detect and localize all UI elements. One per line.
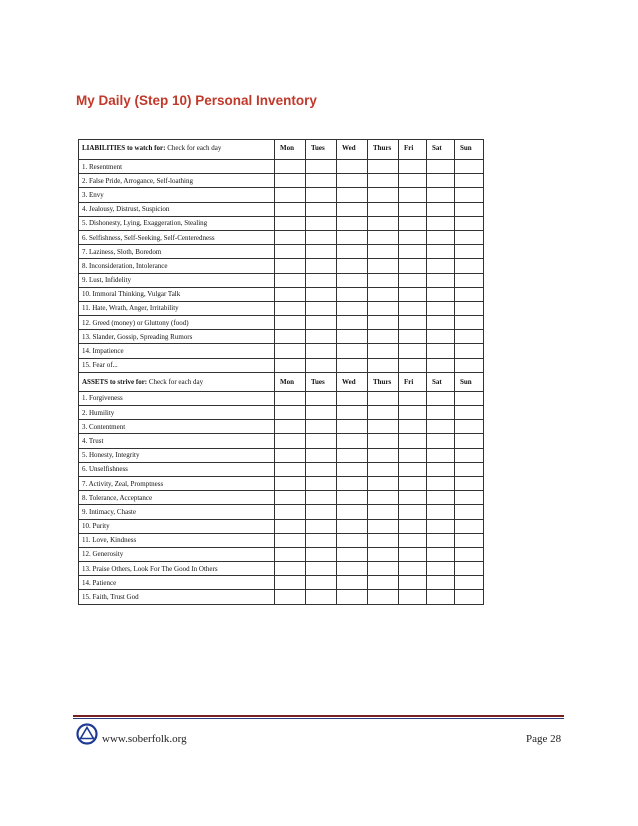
- check-cell-thurs[interactable]: [368, 301, 399, 315]
- day-header-fri: Fri: [399, 372, 427, 391]
- check-cell-sat[interactable]: [427, 174, 455, 188]
- check-cell-sat[interactable]: [427, 391, 455, 405]
- check-cell-fri[interactable]: [399, 160, 427, 174]
- check-cell-thurs[interactable]: [368, 491, 399, 505]
- check-cell-mon[interactable]: [275, 216, 306, 230]
- check-cell-fri[interactable]: [399, 301, 427, 315]
- check-cell-fri[interactable]: [399, 576, 427, 590]
- liabilities-header-row: [79, 140, 484, 160]
- check-cell-mon[interactable]: [275, 576, 306, 590]
- check-cell-mon[interactable]: [275, 202, 306, 216]
- check-cell-thurs[interactable]: [368, 174, 399, 188]
- check-cell-thurs[interactable]: [368, 245, 399, 259]
- asset-label: 3. Contentment: [79, 420, 275, 434]
- asset-label: 5. Honesty, Integrity: [79, 448, 275, 462]
- check-cell-sat[interactable]: [427, 505, 455, 519]
- day-header-thurs: Thurs: [368, 372, 399, 391]
- table-row: [79, 344, 484, 358]
- check-cell-mon[interactable]: [275, 448, 306, 462]
- check-cell-fri[interactable]: [399, 434, 427, 448]
- check-cell-fri[interactable]: [399, 174, 427, 188]
- check-cell-sat[interactable]: [427, 576, 455, 590]
- check-cell-mon[interactable]: [275, 330, 306, 344]
- check-cell-wed[interactable]: [337, 462, 368, 476]
- check-cell-tues[interactable]: [306, 287, 337, 301]
- check-cell-sun[interactable]: [455, 273, 484, 287]
- asset-label: 7. Activity, Zeal, Promptness: [79, 476, 275, 490]
- table-row: [79, 216, 484, 230]
- day-header-mon: Mon: [275, 140, 306, 160]
- check-cell-thurs[interactable]: [368, 287, 399, 301]
- check-cell-wed[interactable]: [337, 245, 368, 259]
- check-cell-thurs[interactable]: [368, 188, 399, 202]
- table-row: [79, 462, 484, 476]
- check-cell-sat[interactable]: [427, 287, 455, 301]
- check-cell-mon[interactable]: [275, 358, 306, 372]
- liabilities-header-note: Check for each day: [165, 144, 222, 152]
- check-cell-tues[interactable]: [306, 202, 337, 216]
- check-cell-thurs[interactable]: [368, 448, 399, 462]
- check-cell-tues[interactable]: [306, 547, 337, 561]
- check-cell-wed[interactable]: [337, 259, 368, 273]
- check-cell-sat[interactable]: [427, 301, 455, 315]
- day-header-sat: Sat: [427, 372, 455, 391]
- check-cell-mon[interactable]: [275, 245, 306, 259]
- table-row: [79, 406, 484, 420]
- check-cell-thurs[interactable]: [368, 590, 399, 604]
- check-cell-tues[interactable]: [306, 476, 337, 490]
- liabilitie-label: 11. Hate, Wrath, Anger, Irritability: [79, 301, 275, 315]
- table-row: [79, 316, 484, 330]
- check-cell-mon[interactable]: [275, 344, 306, 358]
- check-cell-fri[interactable]: [399, 533, 427, 547]
- check-cell-sun[interactable]: [455, 519, 484, 533]
- assets-header-row: [79, 372, 484, 391]
- check-cell-thurs[interactable]: [368, 330, 399, 344]
- check-cell-fri[interactable]: [399, 316, 427, 330]
- liabilitie-label: 14. Impatience: [79, 344, 275, 358]
- check-cell-tues[interactable]: [306, 576, 337, 590]
- check-cell-tues[interactable]: [306, 448, 337, 462]
- check-cell-sat[interactable]: [427, 230, 455, 244]
- check-cell-tues[interactable]: [306, 519, 337, 533]
- check-cell-fri[interactable]: [399, 505, 427, 519]
- check-cell-sat[interactable]: [427, 519, 455, 533]
- check-cell-sat[interactable]: [427, 202, 455, 216]
- check-cell-thurs[interactable]: [368, 519, 399, 533]
- table-row: [79, 491, 484, 505]
- check-cell-tues[interactable]: [306, 344, 337, 358]
- check-cell-sun[interactable]: [455, 230, 484, 244]
- check-cell-sun[interactable]: [455, 301, 484, 315]
- table-row: [79, 576, 484, 590]
- check-cell-thurs[interactable]: [368, 316, 399, 330]
- check-cell-wed[interactable]: [337, 273, 368, 287]
- check-cell-tues[interactable]: [306, 259, 337, 273]
- table-row: [79, 259, 484, 273]
- check-cell-fri[interactable]: [399, 590, 427, 604]
- check-cell-sat[interactable]: [427, 330, 455, 344]
- footer-rule: [73, 715, 564, 717]
- check-cell-sat[interactable]: [427, 188, 455, 202]
- check-cell-tues[interactable]: [306, 330, 337, 344]
- check-cell-fri[interactable]: [399, 406, 427, 420]
- check-cell-sun[interactable]: [455, 344, 484, 358]
- check-cell-wed[interactable]: [337, 202, 368, 216]
- check-cell-mon[interactable]: [275, 533, 306, 547]
- check-cell-sun[interactable]: [455, 202, 484, 216]
- page-number: Page 28: [526, 733, 562, 745]
- check-cell-wed[interactable]: [337, 358, 368, 372]
- check-cell-sun[interactable]: [455, 406, 484, 420]
- check-cell-sat[interactable]: [427, 420, 455, 434]
- check-cell-wed[interactable]: [337, 590, 368, 604]
- check-cell-tues[interactable]: [306, 505, 337, 519]
- check-cell-mon[interactable]: [275, 434, 306, 448]
- liabilitie-label: 13. Slander, Gossip, Spreading Rumors: [79, 330, 275, 344]
- check-cell-fri[interactable]: [399, 287, 427, 301]
- check-cell-thurs[interactable]: [368, 202, 399, 216]
- check-cell-tues[interactable]: [306, 406, 337, 420]
- liabilitie-label: 3. Envy: [79, 188, 275, 202]
- check-cell-sun[interactable]: [455, 448, 484, 462]
- check-cell-fri[interactable]: [399, 491, 427, 505]
- check-cell-mon[interactable]: [275, 188, 306, 202]
- check-cell-fri[interactable]: [399, 562, 427, 576]
- check-cell-mon[interactable]: [275, 462, 306, 476]
- day-header-tues: Tues: [306, 140, 337, 160]
- check-cell-tues[interactable]: [306, 562, 337, 576]
- check-cell-sun[interactable]: [455, 533, 484, 547]
- check-cell-mon[interactable]: [275, 391, 306, 405]
- check-cell-sat[interactable]: [427, 491, 455, 505]
- check-cell-sun[interactable]: [455, 330, 484, 344]
- asset-label: 9. Intimacy, Chaste: [79, 505, 275, 519]
- check-cell-sun[interactable]: [455, 420, 484, 434]
- check-cell-sun[interactable]: [455, 462, 484, 476]
- check-cell-sat[interactable]: [427, 344, 455, 358]
- check-cell-wed[interactable]: [337, 562, 368, 576]
- footer-rule-blue: [73, 718, 564, 719]
- check-cell-wed[interactable]: [337, 160, 368, 174]
- table-row: [79, 476, 484, 490]
- check-cell-sat[interactable]: [427, 434, 455, 448]
- check-cell-fri[interactable]: [399, 273, 427, 287]
- check-cell-sat[interactable]: [427, 547, 455, 561]
- check-cell-mon[interactable]: [275, 259, 306, 273]
- check-cell-sat[interactable]: [427, 448, 455, 462]
- asset-label: 13. Praise Others, Look For The Good In Others: [79, 562, 275, 576]
- check-cell-sun[interactable]: [455, 491, 484, 505]
- check-cell-fri[interactable]: [399, 259, 427, 273]
- check-cell-mon[interactable]: [275, 491, 306, 505]
- check-cell-sat[interactable]: [427, 216, 455, 230]
- check-cell-sun[interactable]: [455, 287, 484, 301]
- check-cell-thurs[interactable]: [368, 344, 399, 358]
- check-cell-mon[interactable]: [275, 301, 306, 315]
- check-cell-mon[interactable]: [275, 316, 306, 330]
- check-cell-wed[interactable]: [337, 344, 368, 358]
- check-cell-sat[interactable]: [427, 358, 455, 372]
- table-row: [79, 420, 484, 434]
- check-cell-fri[interactable]: [399, 202, 427, 216]
- check-cell-sun[interactable]: [455, 358, 484, 372]
- check-cell-sun[interactable]: [455, 476, 484, 490]
- check-cell-thurs[interactable]: [368, 505, 399, 519]
- check-cell-wed[interactable]: [337, 519, 368, 533]
- check-cell-fri[interactable]: [399, 330, 427, 344]
- check-cell-sat[interactable]: [427, 476, 455, 490]
- check-cell-thurs[interactable]: [368, 391, 399, 405]
- check-cell-fri[interactable]: [399, 245, 427, 259]
- liabilitie-label: 12. Greed (money) or Gluttony (food): [79, 316, 275, 330]
- check-cell-fri[interactable]: [399, 420, 427, 434]
- check-cell-wed[interactable]: [337, 434, 368, 448]
- check-cell-thurs[interactable]: [368, 547, 399, 561]
- check-cell-sun[interactable]: [455, 160, 484, 174]
- check-cell-wed[interactable]: [337, 330, 368, 344]
- liabilitie-label: 5. Dishonesty, Lying, Exaggeration, Stealing: [79, 216, 275, 230]
- table-row: [79, 547, 484, 561]
- day-header-wed: Wed: [337, 372, 368, 391]
- day-header-mon: Mon: [275, 372, 306, 391]
- check-cell-thurs[interactable]: [368, 273, 399, 287]
- asset-label: 10. Purity: [79, 519, 275, 533]
- liabilitie-label: 10. Immoral Thinking, Vulgar Talk: [79, 287, 275, 301]
- check-cell-wed[interactable]: [337, 188, 368, 202]
- check-cell-wed[interactable]: [337, 174, 368, 188]
- check-cell-thurs[interactable]: [368, 576, 399, 590]
- check-cell-wed[interactable]: [337, 301, 368, 315]
- table-row: [79, 202, 484, 216]
- check-cell-tues[interactable]: [306, 434, 337, 448]
- check-cell-wed[interactable]: [337, 287, 368, 301]
- check-cell-thurs[interactable]: [368, 160, 399, 174]
- check-cell-thurs[interactable]: [368, 406, 399, 420]
- check-cell-wed[interactable]: [337, 476, 368, 490]
- check-cell-sat[interactable]: [427, 160, 455, 174]
- check-cell-mon[interactable]: [275, 505, 306, 519]
- check-cell-mon[interactable]: [275, 273, 306, 287]
- check-cell-sat[interactable]: [427, 406, 455, 420]
- table-row: [79, 188, 484, 202]
- check-cell-sat[interactable]: [427, 259, 455, 273]
- assets-header-cell: [79, 372, 275, 391]
- check-cell-sun[interactable]: [455, 259, 484, 273]
- check-cell-tues[interactable]: [306, 590, 337, 604]
- check-cell-thurs[interactable]: [368, 358, 399, 372]
- check-cell-sat[interactable]: [427, 273, 455, 287]
- check-cell-mon[interactable]: [275, 420, 306, 434]
- check-cell-tues[interactable]: [306, 391, 337, 405]
- check-cell-wed[interactable]: [337, 533, 368, 547]
- asset-label: 4. Trust: [79, 434, 275, 448]
- check-cell-thurs[interactable]: [368, 216, 399, 230]
- check-cell-fri[interactable]: [399, 462, 427, 476]
- asset-label: 2. Humility: [79, 406, 275, 420]
- liabilitie-label: 7. Laziness, Sloth, Boredom: [79, 245, 275, 259]
- check-cell-sat[interactable]: [427, 316, 455, 330]
- check-cell-thurs[interactable]: [368, 533, 399, 547]
- check-cell-mon[interactable]: [275, 406, 306, 420]
- day-header-tues: Tues: [306, 372, 337, 391]
- liabilitie-label: 15. Fear of...: [79, 358, 275, 372]
- liabilitie-label: 8. Inconsideration, Intolerance: [79, 259, 275, 273]
- liabilitie-label: 2. False Pride, Arrogance, Self-loathing: [79, 174, 275, 188]
- check-cell-tues[interactable]: [306, 160, 337, 174]
- check-cell-wed[interactable]: [337, 576, 368, 590]
- day-header-wed: Wed: [337, 140, 368, 160]
- table-row: [79, 448, 484, 462]
- check-cell-tues[interactable]: [306, 301, 337, 315]
- check-cell-fri[interactable]: [399, 519, 427, 533]
- asset-label: 14. Patience: [79, 576, 275, 590]
- check-cell-tues[interactable]: [306, 358, 337, 372]
- triangle-circle-logo-icon: [76, 723, 98, 745]
- day-header-sun: Sun: [455, 140, 484, 160]
- check-cell-sun[interactable]: [455, 216, 484, 230]
- check-cell-wed[interactable]: [337, 491, 368, 505]
- check-cell-sat[interactable]: [427, 245, 455, 259]
- check-cell-sun[interactable]: [455, 391, 484, 405]
- check-cell-tues[interactable]: [306, 245, 337, 259]
- check-cell-tues[interactable]: [306, 216, 337, 230]
- check-cell-sun[interactable]: [455, 576, 484, 590]
- check-cell-sun[interactable]: [455, 547, 484, 561]
- day-header-sun: Sun: [455, 372, 484, 391]
- check-cell-sun[interactable]: [455, 188, 484, 202]
- check-cell-thurs[interactable]: [368, 420, 399, 434]
- check-cell-fri[interactable]: [399, 547, 427, 561]
- check-cell-sun[interactable]: [455, 505, 484, 519]
- asset-label: 11. Love, Kindness: [79, 533, 275, 547]
- table-row: [79, 562, 484, 576]
- check-cell-fri[interactable]: [399, 391, 427, 405]
- check-cell-wed[interactable]: [337, 448, 368, 462]
- asset-label: 1. Forgiveness: [79, 391, 275, 405]
- day-header-sat: Sat: [427, 140, 455, 160]
- liabilitie-label: 4. Jealousy, Distrust, Suspicion: [79, 202, 275, 216]
- check-cell-sun[interactable]: [455, 562, 484, 576]
- liabilitie-label: 6. Selfishness, Self-Seeking, Self-Centeredness: [79, 230, 275, 244]
- check-cell-fri[interactable]: [399, 358, 427, 372]
- check-cell-thurs[interactable]: [368, 434, 399, 448]
- assets-header-note: Check for each day: [147, 377, 204, 386]
- check-cell-mon[interactable]: [275, 519, 306, 533]
- check-cell-thurs[interactable]: [368, 476, 399, 490]
- check-cell-fri[interactable]: [399, 448, 427, 462]
- check-cell-thurs[interactable]: [368, 462, 399, 476]
- table-row: [79, 245, 484, 259]
- check-cell-tues[interactable]: [306, 533, 337, 547]
- check-cell-thurs[interactable]: [368, 562, 399, 576]
- check-cell-mon[interactable]: [275, 160, 306, 174]
- check-cell-fri[interactable]: [399, 188, 427, 202]
- check-cell-fri[interactable]: [399, 216, 427, 230]
- table-row: [79, 434, 484, 448]
- table-row: [79, 533, 484, 547]
- check-cell-sun[interactable]: [455, 590, 484, 604]
- check-cell-mon[interactable]: [275, 562, 306, 576]
- check-cell-tues[interactable]: [306, 188, 337, 202]
- check-cell-sat[interactable]: [427, 590, 455, 604]
- check-cell-tues[interactable]: [306, 491, 337, 505]
- check-cell-mon[interactable]: [275, 476, 306, 490]
- table-row: [79, 301, 484, 315]
- asset-label: 6. Unselfishness: [79, 462, 275, 476]
- table-row: [79, 590, 484, 604]
- table-row: [79, 160, 484, 174]
- check-cell-sun[interactable]: [455, 434, 484, 448]
- day-header-thurs: Thurs: [368, 140, 399, 160]
- check-cell-wed[interactable]: [337, 216, 368, 230]
- check-cell-thurs[interactable]: [368, 259, 399, 273]
- asset-label: 15. Faith, Trust God: [79, 590, 275, 604]
- check-cell-tues[interactable]: [306, 230, 337, 244]
- liabilities-header-label: LIABILITIES to watch for:: [82, 144, 166, 152]
- inventory-table: [78, 139, 484, 605]
- table-row: [79, 358, 484, 372]
- check-cell-wed[interactable]: [337, 406, 368, 420]
- check-cell-mon[interactable]: [275, 230, 306, 244]
- check-cell-tues[interactable]: [306, 420, 337, 434]
- check-cell-wed[interactable]: [337, 316, 368, 330]
- check-cell-wed[interactable]: [337, 420, 368, 434]
- check-cell-tues[interactable]: [306, 462, 337, 476]
- check-cell-wed[interactable]: [337, 547, 368, 561]
- check-cell-mon[interactable]: [275, 287, 306, 301]
- check-cell-fri[interactable]: [399, 476, 427, 490]
- liabilitie-label: 1. Resentment: [79, 160, 275, 174]
- check-cell-mon[interactable]: [275, 590, 306, 604]
- check-cell-fri[interactable]: [399, 344, 427, 358]
- table-row: [79, 230, 484, 244]
- assets-header-label: ASSETS to strive for:: [82, 377, 148, 386]
- liabilitie-label: 9. Lust, Infidelity: [79, 273, 275, 287]
- check-cell-sat[interactable]: [427, 533, 455, 547]
- page-title: My Daily (Step 10) Personal Inventory: [76, 93, 317, 108]
- table-row: [79, 391, 484, 405]
- table-row: [79, 505, 484, 519]
- footer-website-link[interactable]: www.soberfolk.org: [102, 733, 187, 745]
- check-cell-wed[interactable]: [337, 230, 368, 244]
- liabilities-header-cell: [79, 140, 275, 160]
- table-row: [79, 330, 484, 344]
- check-cell-thurs[interactable]: [368, 230, 399, 244]
- check-cell-tues[interactable]: [306, 174, 337, 188]
- check-cell-wed[interactable]: [337, 391, 368, 405]
- day-header-fri: Fri: [399, 140, 427, 160]
- table-row: [79, 287, 484, 301]
- check-cell-sun[interactable]: [455, 174, 484, 188]
- check-cell-sun[interactable]: [455, 316, 484, 330]
- table-row: [79, 519, 484, 533]
- table-row: [79, 273, 484, 287]
- check-cell-mon[interactable]: [275, 174, 306, 188]
- check-cell-sun[interactable]: [455, 245, 484, 259]
- check-cell-tues[interactable]: [306, 273, 337, 287]
- check-cell-mon[interactable]: [275, 547, 306, 561]
- check-cell-sat[interactable]: [427, 562, 455, 576]
- check-cell-fri[interactable]: [399, 230, 427, 244]
- asset-label: 12. Generosity: [79, 547, 275, 561]
- table-row: [79, 174, 484, 188]
- check-cell-wed[interactable]: [337, 505, 368, 519]
- asset-label: 8. Tolerance, Acceptance: [79, 491, 275, 505]
- check-cell-sat[interactable]: [427, 462, 455, 476]
- check-cell-tues[interactable]: [306, 316, 337, 330]
